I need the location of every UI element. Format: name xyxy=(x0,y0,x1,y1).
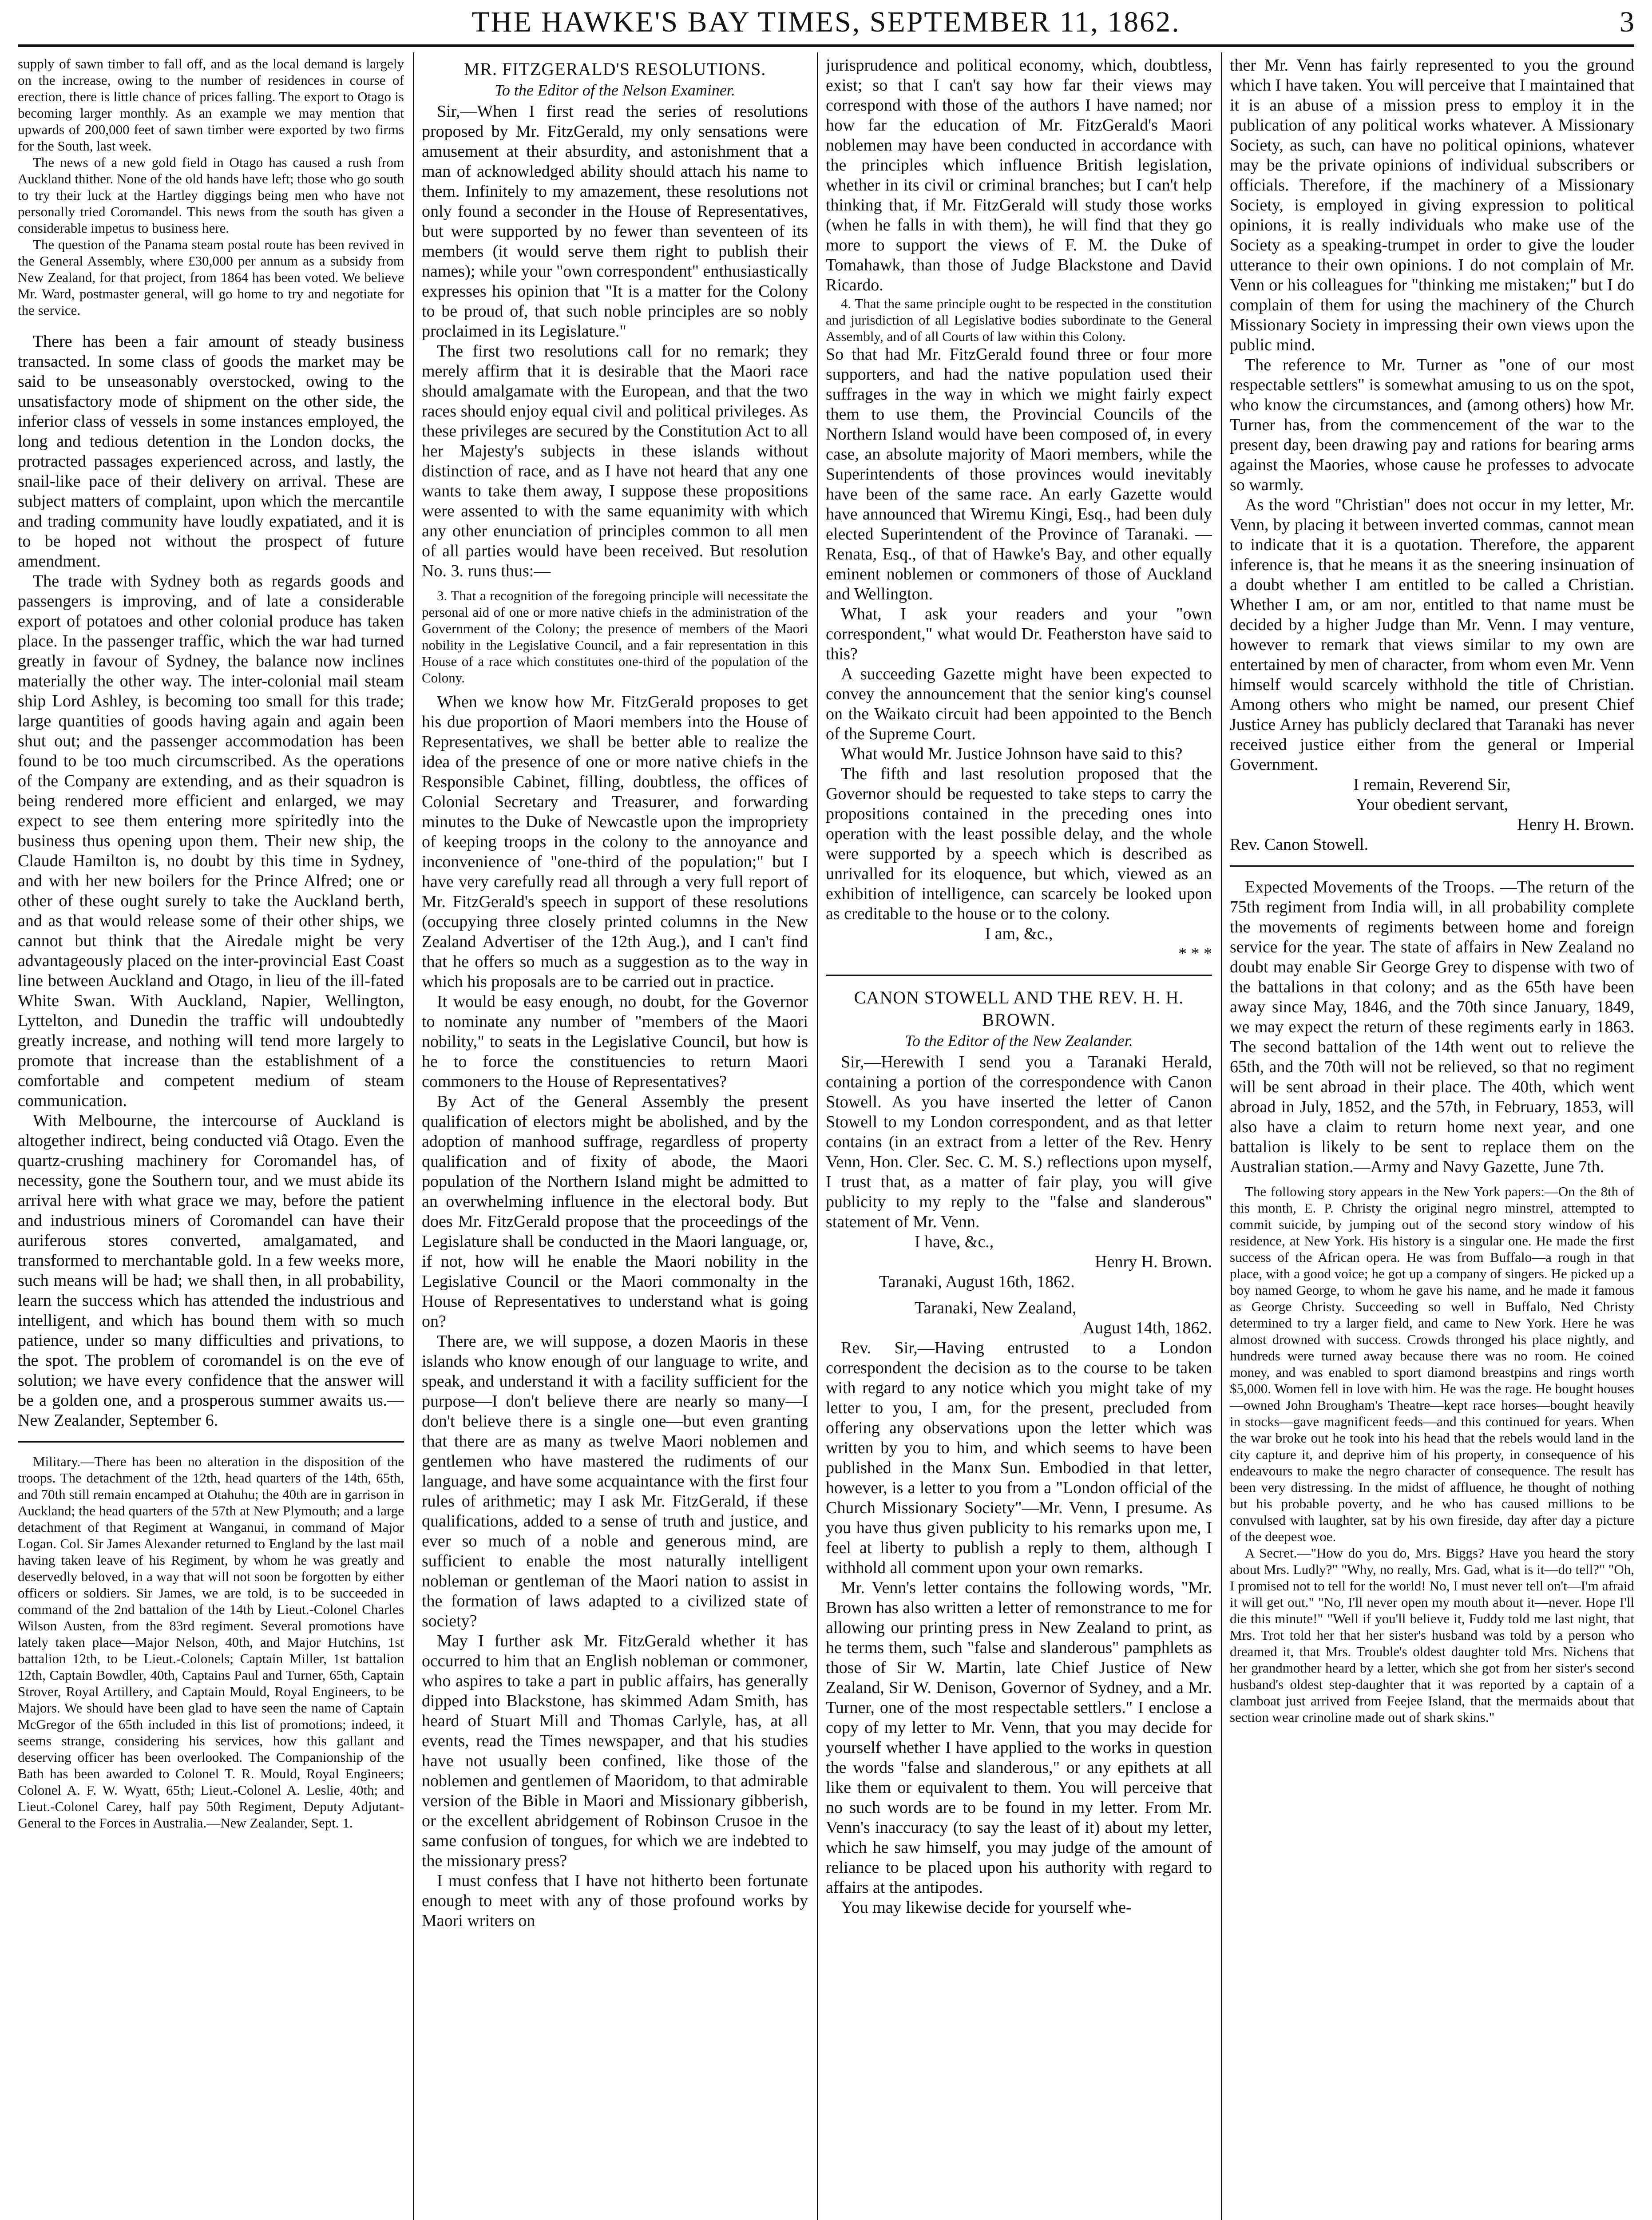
section-divider xyxy=(18,1441,404,1443)
letter-paragraph: As the word "Christian" does not occur in my letter, Mr. Venn, by placing it between inverted commas, cannot mean to indicate that it is a quotation. Therefore, the apparent inference is, that he means it as the sneering insinuation of a doubt whether I am entitled to be called a Christian. Whether I am, or am nor, entitled to that name must be decided by a higher Judge than Mr. Venn. I may venture, however to remark that views similar to my own are entertained by men of character, from whom even Mr. Venn himself would scarcely withhold the title of Christian. Among others who might be named, our present Chief Justice Arney has publicly declared that Taranaki has never received justice either from the general or Imperial Government. xyxy=(1230,496,1634,774)
troops-paragraph: Expected Movements of the Troops. —The return of the 75th regiment from India will, in all probability complete the movements of regiments between home and foreign service for the year. The state of affairs in New Zealand no doubt may enable Sir George Grey to dispense with two of the battalions in that colony; and as the 65th have been away since May, 1846, and the 70th since January, 1849, we may expect the return of these regiments early in 1863. The second battalion of the 14th went out to relieve the 65th, and the 70th will not be relieved, so that no regiment will be sent abroad in their place. The 40th, which went abroad in July, 1852, and the 57th, in February, 1853, will also have a claim to return home next year, and one battalion is likely to be sent to replace them on the Australian station.—Army and Navy Gazette, June 7th. xyxy=(1230,878,1634,1176)
letter-paragraph: There are, we will suppose, a dozen Maoris in these islands who know enough of our language to write, and speak, and understand it with a facility sufficient for the purpose—I don't believe there are nearly so many—I don't believe there is a single one—but even granting that there are as many as twelve Maori noblemen and gentlemen who have mastered the rudiments of our language, and have some acquaintance with the first four rules of arithmetic; may I ask Mr. FitzGerald, if these qualifications, added to a sense of truth and justice, and ever so much of a noble and generous mind, are sufficient to enable the most naturally intelligent nobleman or gentleman of the Maori nation to assist in the formation of laws adapted to a civilized state of society? xyxy=(422,1332,808,1630)
letter-closing: I remain, Reverend Sir, xyxy=(1353,775,1511,794)
column-rule xyxy=(1221,52,1222,2220)
letter-paragraph: The first two resolutions call for no remark; they merely affirm that it is desirable that the Maori race should amalgamate with the European, and that the two races should enjoy equal civil and political privileges. As these privileges are secured by the Constitution Act to all her Majesty's subjects in these islands without distinction of race, and as I have not heard that any one wants to take them away, I suppose these propositions were assented to with the same equanimity with which any other enunciation of principles common to all men of all parties would have been received. But resolution No. 3. runs thus:— xyxy=(422,342,808,580)
letter-addressee: Rev. Canon Stowell. xyxy=(1230,835,1369,854)
letter-paragraph: Sir,—Herewith I send you a Taranaki Herald, containing a portion of the correspondence with Canon Stowell. As you have inserted the letter of Canon Stowell to my London correspondent, and as that letter contains (in an extract from a letter of the Rev. Henry Venn, Hon. Cler. Sec. C. M. S.) reflections upon myself, I trust that, as a matter of fair play, you will give publicity to my reply to the "false and slanderous" statement of Mr. Venn. xyxy=(826,1053,1212,1231)
column-rule xyxy=(413,52,414,2220)
column-rule xyxy=(817,52,818,2220)
section-divider xyxy=(826,975,1212,976)
article-subheading: To the Editor of the Nelson Examiner. xyxy=(495,81,735,99)
letter-paragraph: I must confess that I have not hitherto been fortunate enough to meet with any of those profound works by Maori writers on xyxy=(422,1871,808,1930)
column-2 xyxy=(422,56,808,2220)
letter-paragraph: What, I ask your readers and your "own correspondent," what would Dr. Featherston have said to this? xyxy=(826,605,1212,663)
news-paragraph: supply of sawn timber to fall off, and as the local demand is largely on the increase, owing to the number of residences in course of erection, there is little chance of prices falling. The export to Otago is becoming larger monthly. As an example we may mention that upwards of 200,000 feet of sawn timber were exported by two firms for the South, last week. xyxy=(18,56,404,154)
article-heading: MR. FITZGERALD'S RESOLUTIONS. xyxy=(464,59,766,79)
masthead xyxy=(18,4,1634,44)
letter-paragraph: May I further ask Mr. FitzGerald whether it has occurred to him that an English nobleman or commoner, who aspires to take a part in public affairs, has generally dipped into Blackstone, has skimmed Adam Smith, has heard of Stuart Mill and Thomas Carlyle, has, at all events, read the Times newspaper, and that his studies have not usually been confined, like those of the noblemen and gentlemen of Maoridom, to that admirable version of the Bible in Maori and Missionary gibberish, or the excellent abridgement of Robinson Crusoe in the same confusion of tongues, for which we are indebted to the missionary press? xyxy=(422,1632,808,1870)
letter-closing: I am, &c., xyxy=(985,924,1053,943)
letter-paragraph: When we know how Mr. FitzGerald proposes to get his due proportion of Maori members into the House of Representatives, we shall be better able to realize the idea of the presence of one or more native chiefs in the Responsible Cabinet, filling, doubtless, the offices of Colonial Secretary and Treasurer, and forwarding minutes to the Duke of Newcastle upon the impropriety of keeping troops in the colony to the annoyance and inconvenience of "one-third of the population;" but I have very carefully read all through a very full report of Mr. FitzGerald's speech in support of these resolutions (occupying three closely printed columns in the New Zealand Advertiser of the 12th Aug.), and I can't find that he offers so much as a suggestion as to the way in which his proposals are to be carried out in practice. xyxy=(422,693,808,991)
stars-separator: * * * xyxy=(1178,944,1212,963)
article-heading: CANON STOWELL AND THE REV. H. H. BROWN. xyxy=(854,987,1184,1030)
letter-paragraph: It would be easy enough, no doubt, for the Governor to nominate any number of "members of the Maori nobility," to seats in the Legislative Council, but how is he to force the constituencies to return Maori commoners to the House of Representatives? xyxy=(422,992,808,1091)
letter-signature: Henry H. Brown. xyxy=(1517,815,1634,834)
letter-paragraph: The reference to Mr. Turner as "one of our most respectable settlers" is somewhat amusing to us on the spot, who know the circumstances, and (among others) how Mr. Turner has, from the commencement of the war to the present day, been drawing pay and rations for bearing arms against the Maories, whose cause he professes to advocate so warmly. xyxy=(1230,356,1634,494)
letter-dateline: Taranaki, New Zealand, xyxy=(915,1299,1077,1317)
section-divider xyxy=(1230,865,1634,867)
newspaper-title: THE HAWKE'S BAY TIMES, SEPTEMBER 11, 1862. xyxy=(471,6,1181,38)
article-subheading: To the Editor of the New Zealander. xyxy=(905,1032,1133,1050)
letter-closing: Your obedient servant, xyxy=(1355,795,1509,814)
commerce-paragraph: The trade with Sydney both as regards goods and passengers is improving, and of late a considerable export of potatoes and other colonial produce has taken place. In the passenger traffic, which the war had turned greatly in favour of Sydney, the balance now inclines materially the other way. The inter-colonial mail steam ship Lord Ashley, is becoming too small for this trade; large quantities of goods having again and again been shut out; and the passenger accommodation has been found to be too much circumscribed. As the operations of the Company are extending, and as their squadron is being rendered more efficient and enlarged, we may expect to see them entering more spiritedly into the business thus opening upon them. Their new ship, the Claude Hamilton is, no doubt by this time in Sydney, and with her new boilers for the Prince Alfred; one or other of these ought surely to take the Auckland berth, and as that would release some of their other ships, we cannot but think that the Airedale might be very advantageously placed on the inter-provincial East Coast line between Auckland and Otago, in lieu of the ill-fated White Swan. With Auckland, Napier, Wellington, Lyttelton, and Dunedin the traffic will undoubtedly greatly increase, and nothing will tend more largely to promote that increase than the establishment of a comfortable and competent medium of steam communication. xyxy=(18,572,404,1110)
letter-paragraph: You may likewise decide for yourself whe- xyxy=(841,1898,1132,1917)
letter-paragraph: Rev. Sir,—Having entrusted to a London correspondent the decision as to the course to be taken with regard to any notice which you might take of my letter to you, I am, for the present, precluded from offering any observations upon the letter which was written by you to him, and which seems to have been published in the Manx Sun. Embodied in that letter, however, is a letter to you from a "London official of the Church Missionary Society"—Mr. Venn, I presume. As you have thus given publicity to his remarks upon me, I feel at liberty to publish a reply to them, although I withhold all comment upon your own remarks. xyxy=(826,1339,1212,1577)
news-paragraph: The question of the Panama steam postal route has been revived in the General Assembly, where £30,000 per annum as a subsidy from New Zealand, for that project, from 1864 has been voted. We believe Mr. Ward, postmaster general, will go home to try and negotiate for the service. xyxy=(18,237,404,318)
letter-dateline: Taranaki, August 16th, 1862. xyxy=(879,1273,1075,1291)
letter-paragraph: jurisprudence and political economy, which, doubtless, exist; so that I can't say how far their views may correspond with those of the authors I have named; nor how far the education of Mr. FitzGerald's Maori noblemen may have been conducted in accordance with the principles which influence British legislation, whether in its civil or criminal branches; but I can't help thinking that, if Mr. FitzGerald will study those works (when he falls in with them), he will find that they go more to support the views of F. M. the Duke of Tomahawk, than those of Judge Blackstone and David Ricardo. xyxy=(826,56,1212,294)
news-paragraph: The news of a new gold field in Otago has caused a rush from Auckland thither. None of the old hands have left; those who go south to try their luck at the Hartley diggings being men who have not personally tried Coromandel. This news from the south has given a considerable impetus to business here. xyxy=(18,155,404,236)
page-number: 3 xyxy=(1620,6,1634,38)
letter-closing: I have, &c., xyxy=(915,1233,994,1251)
column-3 xyxy=(826,56,1212,2220)
letter-paragraph: ther Mr. Venn has fairly represented to you the ground which I have taken. You will perceive that I maintained that it is an abuse of a mission press to employ it in the publication of any political works whatever. A Missionary Society, as such, can have no political opinions, whatever may be the private opinions of individual subscribers or officials. Therefore, if the machinery of a Missionary Society, is employed in giving expression to political opinions, it is really individuals who make use of the Society as a speaking-trumpet in order to give the louder utterance to their own opinions. I do not complain of Mr. Venn or his colleagues for "thinking me mistaken;" but I do complain of them for using the machinery of the Church Missionary Society in impressing their own views upon the public mind. xyxy=(1230,56,1634,354)
letter-paragraph: What would Mr. Justice Johnson have said to this? xyxy=(841,745,1183,763)
christy-story-paragraph: The following story appears in the New York papers:—On the 8th of this month, E. P. Christy the original negro minstrel, attempted to commit suicide, by jumping out of the second story window of his residence, at New York. His history is a singular one. He made the first success of the African opera. He was from Buffalo—a rough in that place, with a good voice; he got up a company of singers. He picked up a boy named George, to whom he gave his name, and he made it famous as George Christy. Succeeding so well in Buffalo, Ned Christy determined to try a larger field, and came to New York. Here he was almost drowned with success. Crowds thronged his place nightly, and hundreds were turned away because there was no room. He coined money, and was enabled to sport diamond breastpins and rings worth $5,000. Women fell in love with him. He was the rage. He bought houses—owned John Brougham's Theatre—kept race horses—bought heavily in stocks—gave magnificent feeds—and this continued for years. When the war broke out he took into his head that the rebels would land in the city capture it, and deprive him of his property, in consequence of his endeavours to make the negro character of consequence. The result has been very distressing. In the midst of affluence, he thought of nothing but his probable poverty, and he who has caused millions to be convulsed with laughter, sat by his own fireside, day after day a picture of the deepest woe. xyxy=(1230,1184,1634,1544)
column-4 xyxy=(1230,56,1634,2220)
resolution-quote: 3. That a recognition of the foregoing principle will necessitate the personal aid of one or more native chiefs in the administration of the Government of the Colony; the presence of members of the Maori nobility in the Legislative Council, and a fair representation in this House of a race which constitutes one-third of the population of the Colony. xyxy=(422,588,808,686)
letter-signature: Henry H. Brown. xyxy=(1095,1253,1212,1271)
letter-dateline: August 14th, 1862. xyxy=(1082,1319,1212,1337)
column-1 xyxy=(18,56,404,2220)
letter-paragraph: Sir,—When I first read the series of resolutions proposed by Mr. FitzGerald, my only sensations were amusement at their absurdity, and astonishment that a man of acknowledged ability should attach his name to them. Infinitely to my amazement, these resolutions not only found a seconder in the House of Representatives, but were supported by no fewer than seventeen of its members (it would serve them right to publish their names); while your "own correspondent" enthusiastically expresses his opinion that "It is a matter for the Colony to be proud of, that such noble principles are so nobly proclaimed in its Legislature." xyxy=(422,102,808,341)
commerce-paragraph: With Melbourne, the intercourse of Auckland is altogether indirect, being conducted viâ Otago. Even the quartz-crushing machinery for Coromandel has, of necessity, gone the Southern tour, and we must abide its arrival here with what grace we may, before the patient and industrious miners of Coromandel can have their auriferous stores converted, amalgamated, and transformed to merchantable gold. In a few weeks more, such means will be had; we shall then, in all probability, learn the success which has attended the industrious and intelligent, and which has bound them with so much patience, under so many difficulties and privations, to the spot. The problem of coromandel is on the eve of solution; we have every confidence that the answer will be a golden one, and a prosperous summer awaits us.—New Zealander, September 6. xyxy=(18,1111,404,1430)
secret-paragraph: A Secret.—"How do you do, Mrs. Biggs? Have you heard the story about Mrs. Ludly?" "Why, no really, Mrs. Gad, what is it—do tell?" "Oh, I promised not to tell for the world! No, I must never tell on't—I'm afraid it will get out." "No, I'll never open my mouth about it—never. Hope I'll die this minute!" "Well if you'll believe it, Fuddy told me last night, that Mrs. Trot told her that her sister's husband was told by a person who dreamed it, that Mrs. Trouble's oldest daughter told Mrs. Nichens that her grandmother heard by a letter, which she got from her sister's second husband's oldest step-daughter that it was reported by a captain of a clamboat just arrived from Feejee Island, that the mermaids about that section wear crinoline made out of shark skins." xyxy=(1230,1545,1634,1725)
letter-paragraph: So that had Mr. FitzGerald found three or four more supporters, and had the native population used their suffrages in the way in which we might fairly expect them to use them, the Provincial Councils of the Northern Island would have been composed of, in every case, an absolute majority of Maori members, while the Superintendents of those provinces would inevitably have been of the same race. An early Gazette would have announced that Wiremu Kingi, Esq., had been duly elected Superintendent of the Province of Taranaki. —Renata, Esq., of that of Hawke's Bay, and other equally eminent noblemen or commoners of those of Auckland and Wellington. xyxy=(826,345,1212,603)
commerce-paragraph: There has been a fair amount of steady business transacted. In some class of goods the market may be said to be unseasonably overstocked, owing to the unsatisfactory mode of shipment on the other side, the inferior class of vessels in some instances employed, the long and tedious detention in the London docks, the protracted passages experienced across, and lastly, the snail-like pace of their delivery on arrival. These are subject matters of complaint, upon which the mercantile and trading community have loudly expatiated, and it is to be hoped not without the prospect of future amendment. xyxy=(18,332,404,571)
letter-paragraph: Mr. Venn's letter contains the following words, "Mr. Brown has also written a letter of remonstrance to me for allowing our printing press in New Zealand to print, as he terms them, such "false and slanderous" pamphlets as those of Sir W. Martin, late Chief Justice of New Zealand, Sir W. Denison, Governor of Sydney, and a Mr. Turner, one of the most respectable settlers." I enclose a copy of my letter to Mr. Venn, that you may decide for yourself whether I have applied to the works in question the words "false and slanderous," or any epithets at all like them or equivalent to them. You will perceive that no such words are to be found in my letter. From Mr. Venn's inaccuracy (to say the least of it) about my letter, which he saw himself, you may judge of the amount of reliance to be placed upon his authority with regard to affairs at the antipodes. xyxy=(826,1578,1212,1897)
masthead-rule xyxy=(18,44,1634,47)
resolution-quote: 4. That the same principle ought to be respected in the constitution and jurisdiction of all Legislative bodies subordinate to the General Assembly, and of all Courts of law within this Colony. xyxy=(826,296,1212,344)
letter-paragraph: The fifth and last resolution proposed that the Governor should be requested to take steps to carry the propositions contained in the preceding ones into operation with the least possible delay, and the whole were supported by a speech which is described as unrivalled for its eloquence, but which, viewed as an exhibition of intelligence, can scarcely be looked upon as creditable to the house or to the colony. xyxy=(826,765,1212,923)
letter-paragraph: A succeeding Gazette might have been expected to convey the announcement that the senior king's counsel on the Waikato circuit had been appointed to the Bench of the Supreme Court. xyxy=(826,665,1212,743)
military-paragraph: Military.—There has been no alteration in the disposition of the troops. The detachment of the 12th, head quarters of the 14th, 65th, and 70th still remain encamped at Otahuhu; the 40th are in garrison in Auckland; the head quarters of the 57th at New Plymouth; and a large detachment of that Regiment at Wanganui, in command of Major Logan. Col. Sir James Alexander returned to England by the last mail having taken leave of his Regiment, by whom he was greatly and deservedly beloved, in a way that will not soon be forgotten by either officers or soldiers. Sir James, we are told, is to be succeeded in command of the 2nd battalion of the 14th by Lieut.-Colonel Charles Wilson Austen, from the 83rd regiment. Several promotions have lately taken place—Major Nelson, 40th, and Major Hutchins, 1st battalion 12th, to be Lieut.-Colonels; Captain Miller, 1st battalion 12th, Captain Bowdler, 40th, Captains Paul and Turner, 65th, Captain Strover, Royal Artillery, and Captain Mould, Royal Engineers, to be Majors. We should have been glad to have seen the name of Captain McGregor of the 65th included in this list of promotions; indeed, it seems strange, considering his services, how this gallant and deserving officer has been overlooked. The Companionship of the Bath has been awarded to Colonel T. R. Mould, Royal Engineers; Colonel A. F. W. Wyatt, 65th; Lieut.-Colonel A. Leslie, 40th; and Lieut.-Colonel Carey, half pay 50th Regiment, Deputy Adjutant-General to the Forces in Australia.—New Zealander, Sept. 1. xyxy=(18,1454,404,1831)
letter-paragraph: By Act of the General Assembly the present qualification of electors might be abolished, and by the adoption of manhood suffrage, regardless of property qualification and of fixity of abode, the Maori population of the Northern Island might be admitted to an overwhelming influence in the electoral body. But does Mr. FitzGerald propose that the proceedings of the Legislature shall be conducted in the Maori language, or, if not, how will he enable the Maori nobility in the Legislative Council or the Maori commonalty in the House of Representatives to understand what is going on? xyxy=(422,1092,808,1331)
